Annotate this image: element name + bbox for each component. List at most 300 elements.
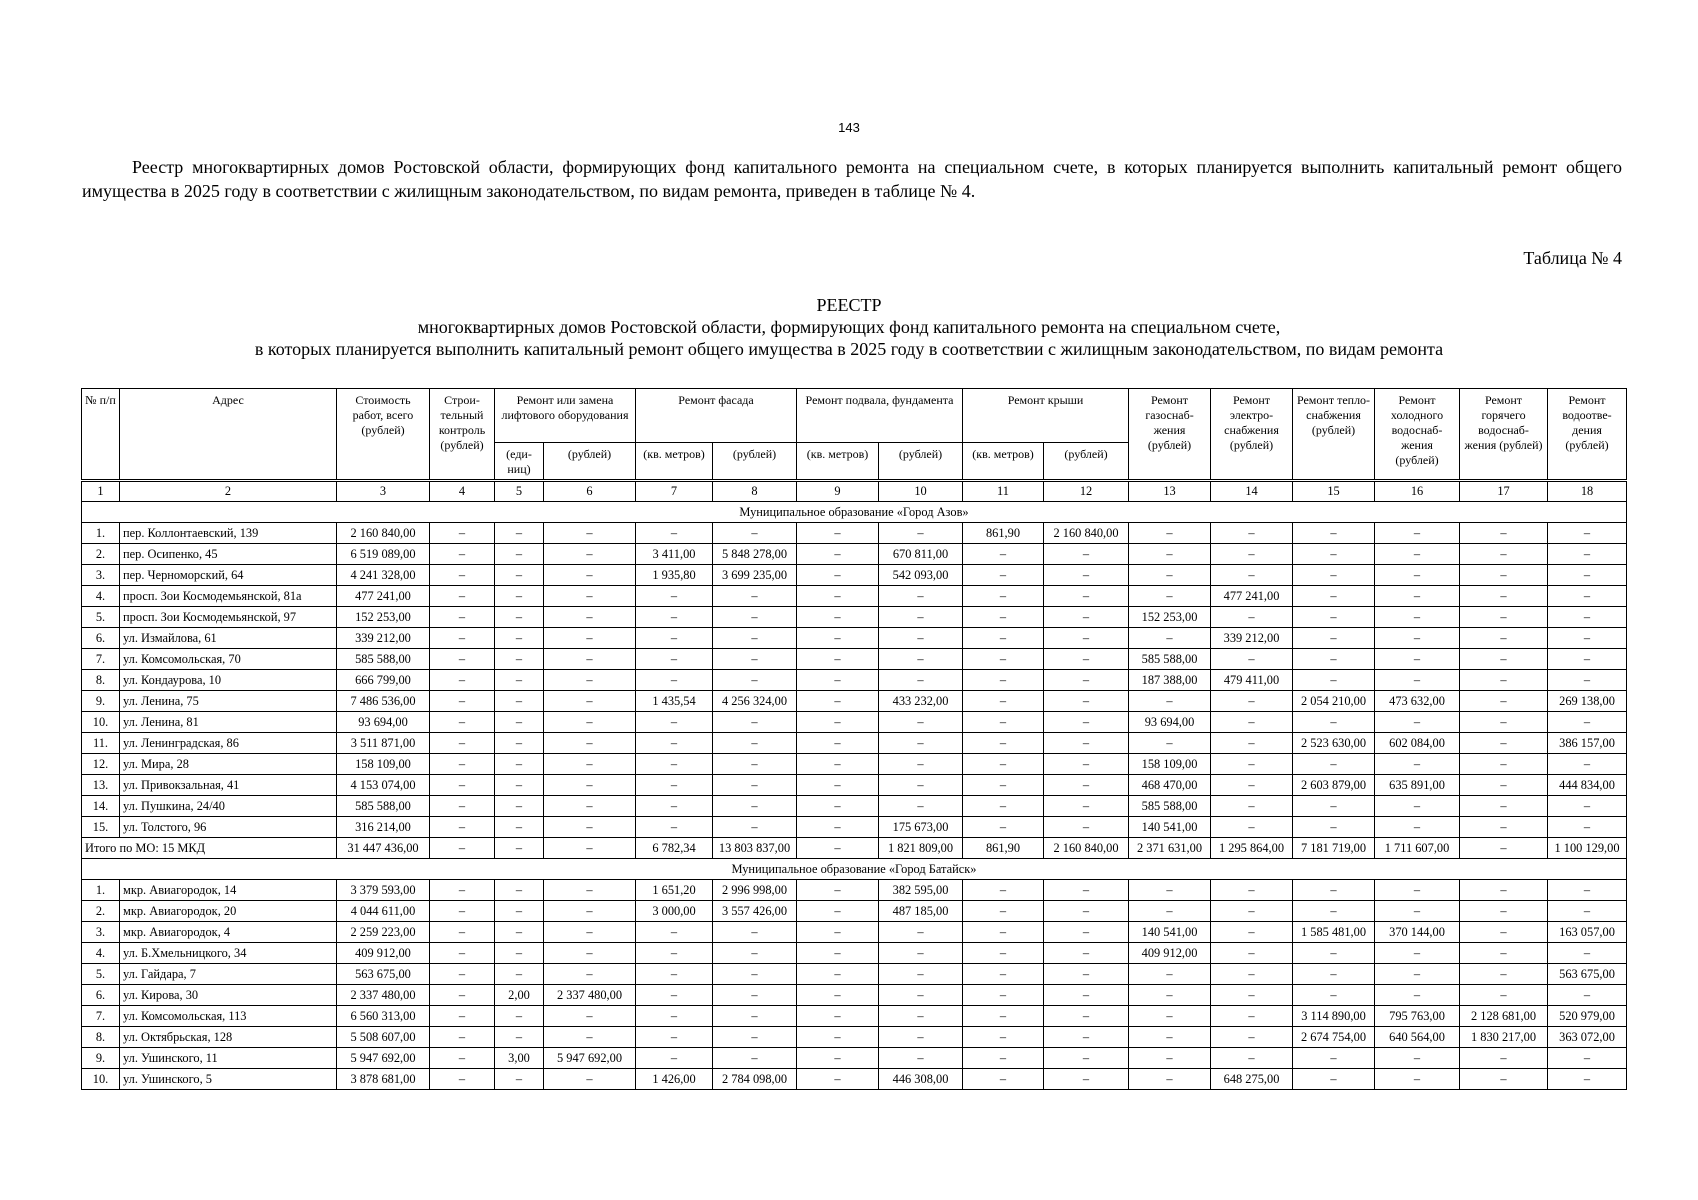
table-cell: – — [713, 523, 797, 544]
row-total-cost: 2 259 223,00 — [337, 922, 430, 943]
row-number: 10. — [82, 1069, 120, 1090]
header-roof: Ремонт крыши — [963, 389, 1129, 443]
header-address: Адрес — [120, 389, 337, 481]
table-cell: – — [879, 523, 963, 544]
table-cell: – — [1044, 691, 1129, 712]
row-address: ул. Пушкина, 24/40 — [120, 796, 337, 817]
column-number: 13 — [1129, 481, 1211, 502]
table-cell: 648 275,00 — [1211, 1069, 1293, 1090]
table-cell: – — [430, 733, 495, 754]
table-cell: – — [430, 922, 495, 943]
table-cell: 640 564,00 — [1375, 1027, 1460, 1048]
table-cell: – — [495, 544, 544, 565]
table-cell: – — [1211, 985, 1293, 1006]
table-cell: 477 241,00 — [1211, 586, 1293, 607]
table-cell: – — [1375, 607, 1460, 628]
table-row — [82, 586, 1627, 607]
total-cell: 7 181 719,00 — [1293, 838, 1375, 859]
row-address: ул. Привокзальная, 41 — [120, 775, 337, 796]
table-cell: – — [430, 691, 495, 712]
table-cell: – — [797, 649, 879, 670]
table-cell: – — [797, 523, 879, 544]
table-cell: – — [1211, 817, 1293, 838]
table-cell: – — [1548, 943, 1627, 964]
table-cell: – — [1460, 880, 1548, 901]
table-cell: – — [1375, 880, 1460, 901]
table-cell: – — [797, 1069, 879, 1090]
table-cell: – — [1129, 523, 1211, 544]
table-cell: – — [713, 1006, 797, 1027]
table-cell: – — [1460, 1069, 1548, 1090]
table-cell: – — [963, 943, 1044, 964]
table-cell: – — [713, 922, 797, 943]
header-basement-rub: (рублей) — [879, 443, 963, 481]
table-cell: – — [963, 1069, 1044, 1090]
table-cell: – — [963, 880, 1044, 901]
table-cell: – — [430, 985, 495, 1006]
table-cell: – — [713, 796, 797, 817]
table-cell: – — [1548, 586, 1627, 607]
table-cell: – — [713, 943, 797, 964]
row-address: ул. Ушинского, 11 — [120, 1048, 337, 1069]
table-cell: – — [1548, 985, 1627, 1006]
total-cell: – — [797, 838, 879, 859]
table-cell: – — [1548, 712, 1627, 733]
table-cell: 446 308,00 — [879, 1069, 963, 1090]
table-cell: – — [1548, 796, 1627, 817]
table-row — [82, 1027, 1627, 1048]
table-cell: 363 072,00 — [1548, 1027, 1627, 1048]
table-cell: – — [1211, 943, 1293, 964]
table-cell: 175 673,00 — [879, 817, 963, 838]
table-cell: – — [495, 691, 544, 712]
table-cell: 795 763,00 — [1375, 1006, 1460, 1027]
table-row — [82, 691, 1627, 712]
table-cell: – — [544, 1069, 636, 1090]
row-address: мкр. Авиагородок, 4 — [120, 922, 337, 943]
table-cell: 2 674 754,00 — [1293, 1027, 1375, 1048]
table-cell: – — [544, 565, 636, 586]
table-cell: – — [879, 985, 963, 1006]
table-row — [82, 943, 1627, 964]
table-cell: – — [430, 649, 495, 670]
table-cell: 269 138,00 — [1548, 691, 1627, 712]
table-cell: – — [430, 796, 495, 817]
table-cell: 3 114 890,00 — [1293, 1006, 1375, 1027]
table-cell: – — [1044, 712, 1129, 733]
table-cell: – — [797, 544, 879, 565]
table-cell: – — [1044, 1069, 1129, 1090]
row-total-cost: 158 109,00 — [337, 754, 430, 775]
table-cell: – — [430, 586, 495, 607]
table-cell: – — [1460, 586, 1548, 607]
table-cell: – — [636, 523, 713, 544]
table-cell: – — [495, 712, 544, 733]
row-address: просп. Зои Космодемьянской, 97 — [120, 607, 337, 628]
row-total-cost: 2 337 480,00 — [337, 985, 430, 1006]
table-cell: 487 185,00 — [879, 901, 963, 922]
intro-paragraph: Реестр многоквартирных домов Ростовской области, формирующих фонд капитального ремонта на специальном счете, в которых планируется выполнить капитальный ремонт общего имущества в 2025 году в соответствии с жилищным законодательством, по видам ремонта, приведен в таблице № 4. — [82, 157, 1622, 201]
table-cell: – — [1460, 628, 1548, 649]
table-cell: – — [495, 628, 544, 649]
table-cell: – — [963, 1027, 1044, 1048]
table-cell: – — [1460, 670, 1548, 691]
table-cell: – — [963, 964, 1044, 985]
table-cell: – — [713, 1048, 797, 1069]
table-cell: – — [1460, 901, 1548, 922]
row-number: 3. — [82, 565, 120, 586]
row-total-cost: 6 519 089,00 — [337, 544, 430, 565]
header-lift-rub: (рублей) — [544, 443, 636, 481]
table-cell: – — [1129, 964, 1211, 985]
table-cell: – — [430, 964, 495, 985]
table-cell: – — [430, 565, 495, 586]
table-cell: 158 109,00 — [1129, 754, 1211, 775]
table-cell: – — [1044, 544, 1129, 565]
header-hot-water: Ремонт горячего водоснаб-жения (рублей) — [1460, 389, 1548, 481]
table-row — [82, 565, 1627, 586]
row-number: 14. — [82, 796, 120, 817]
table-cell: – — [430, 523, 495, 544]
table-cell: – — [797, 565, 879, 586]
table-cell: – — [1044, 922, 1129, 943]
table-cell: – — [879, 712, 963, 733]
row-address: ул. Кондаурова, 10 — [120, 670, 337, 691]
table-row — [82, 1006, 1627, 1027]
table-cell: – — [797, 628, 879, 649]
row-total-cost: 93 694,00 — [337, 712, 430, 733]
table-row — [82, 1048, 1627, 1069]
row-total-cost: 3 379 593,00 — [337, 880, 430, 901]
table-cell: 2 523 630,00 — [1293, 733, 1375, 754]
table-cell: – — [1044, 649, 1129, 670]
table-cell: – — [1044, 901, 1129, 922]
table-cell: – — [636, 670, 713, 691]
row-address: ул. Ленина, 81 — [120, 712, 337, 733]
table-cell: – — [430, 901, 495, 922]
table-cell: – — [1460, 754, 1548, 775]
table-cell: 386 157,00 — [1548, 733, 1627, 754]
table-cell: – — [636, 754, 713, 775]
header-basement-m: (кв. метров) — [797, 443, 879, 481]
table-cell: 3 411,00 — [636, 544, 713, 565]
table-cell: 433 232,00 — [879, 691, 963, 712]
section-title: Муниципальное образование «Город Азов» — [82, 502, 1627, 523]
row-address: мкр. Авиагородок, 20 — [120, 901, 337, 922]
table-cell: – — [1548, 607, 1627, 628]
table-cell: – — [1375, 943, 1460, 964]
header-electric: Ремонт электро-снабжения (рублей) — [1211, 389, 1293, 481]
table-cell: – — [430, 1027, 495, 1048]
table-cell: – — [1375, 628, 1460, 649]
table-cell: 861,90 — [963, 523, 1044, 544]
table-cell: – — [797, 922, 879, 943]
table-cell: 542 093,00 — [879, 565, 963, 586]
table-cell: – — [636, 943, 713, 964]
table-cell: – — [544, 670, 636, 691]
table-cell: – — [1548, 628, 1627, 649]
total-cell: – — [544, 838, 636, 859]
row-address: пер. Черноморский, 64 — [120, 565, 337, 586]
total-cell: 1 100 129,00 — [1548, 838, 1627, 859]
table-cell: – — [1044, 880, 1129, 901]
table-cell: – — [1211, 544, 1293, 565]
table-cell: – — [1293, 901, 1375, 922]
column-number: 14 — [1211, 481, 1293, 502]
table-cell: – — [1129, 880, 1211, 901]
table-cell: – — [544, 607, 636, 628]
row-total-cost: 5 947 692,00 — [337, 1048, 430, 1069]
table-cell: – — [1211, 649, 1293, 670]
table-cell: – — [797, 586, 879, 607]
table-cell: 140 541,00 — [1129, 922, 1211, 943]
table-cell: – — [879, 670, 963, 691]
table-cell: – — [1211, 880, 1293, 901]
table-cell: – — [1293, 628, 1375, 649]
table-cell: – — [1211, 607, 1293, 628]
table-cell: – — [1293, 796, 1375, 817]
table-cell: – — [879, 922, 963, 943]
table-cell: – — [430, 670, 495, 691]
table-cell: – — [1460, 712, 1548, 733]
table-cell: – — [1044, 586, 1129, 607]
table-cell: – — [1293, 964, 1375, 985]
table-cell: 670 811,00 — [879, 544, 963, 565]
header-drainage: Ремонт водоотве-дения (рублей) — [1548, 389, 1627, 481]
table-cell: – — [879, 733, 963, 754]
table-row — [82, 901, 1627, 922]
table-cell: – — [430, 1006, 495, 1027]
row-total-cost: 4 241 328,00 — [337, 565, 430, 586]
table-cell: – — [544, 922, 636, 943]
row-address: ул. Толстого, 96 — [120, 817, 337, 838]
row-address: ул. Ушинского, 5 — [120, 1069, 337, 1090]
table-cell: – — [430, 544, 495, 565]
table-cell: – — [1211, 1006, 1293, 1027]
table-cell: – — [879, 796, 963, 817]
section-title: Муниципальное образование «Город Батайск» — [82, 859, 1627, 880]
row-total-cost: 3 511 871,00 — [337, 733, 430, 754]
table-cell: 473 632,00 — [1375, 691, 1460, 712]
row-number: 7. — [82, 1006, 120, 1027]
row-number: 2. — [82, 544, 120, 565]
table-cell: – — [1129, 1006, 1211, 1027]
row-address: ул. Кирова, 30 — [120, 985, 337, 1006]
table-cell: – — [1129, 985, 1211, 1006]
table-cell: 370 144,00 — [1375, 922, 1460, 943]
section-row — [82, 859, 1627, 880]
table-cell: – — [495, 607, 544, 628]
table-cell: – — [1044, 670, 1129, 691]
total-cell: 2 160 840,00 — [1044, 838, 1129, 859]
table-cell: – — [797, 796, 879, 817]
total-cell: 861,90 — [963, 838, 1044, 859]
table-cell: – — [544, 817, 636, 838]
table-cell: 563 675,00 — [1548, 964, 1627, 985]
total-cell: 2 371 631,00 — [1129, 838, 1211, 859]
row-total-cost: 316 214,00 — [337, 817, 430, 838]
column-number: 8 — [713, 481, 797, 502]
row-address: пер. Коллонтаевский, 139 — [120, 523, 337, 544]
table-cell: – — [1548, 817, 1627, 838]
table-cell: – — [1460, 649, 1548, 670]
table-cell: – — [1548, 670, 1627, 691]
table-cell: – — [1293, 754, 1375, 775]
table-cell: – — [1044, 1027, 1129, 1048]
row-total-cost: 563 675,00 — [337, 964, 430, 985]
row-total-cost: 4 153 074,00 — [337, 775, 430, 796]
table-cell: – — [1293, 985, 1375, 1006]
table-cell: – — [1129, 565, 1211, 586]
row-total-cost: 4 044 611,00 — [337, 901, 430, 922]
table-cell: 3 000,00 — [636, 901, 713, 922]
column-number: 18 — [1548, 481, 1627, 502]
table-cell: – — [1375, 1048, 1460, 1069]
table-cell: – — [713, 1027, 797, 1048]
row-total-cost: 339 212,00 — [337, 628, 430, 649]
table-row — [82, 670, 1627, 691]
total-cell: – — [1460, 838, 1548, 859]
table-cell: – — [963, 691, 1044, 712]
table-row — [82, 733, 1627, 754]
table-cell: – — [1375, 1069, 1460, 1090]
table-cell: – — [1460, 943, 1548, 964]
table-cell: – — [1548, 1069, 1627, 1090]
row-address: ул. Гайдара, 7 — [120, 964, 337, 985]
table-cell: – — [495, 901, 544, 922]
table-cell: – — [1211, 901, 1293, 922]
column-number: 12 — [1044, 481, 1129, 502]
row-number: 9. — [82, 691, 120, 712]
table-cell: – — [1460, 817, 1548, 838]
table-cell: – — [1293, 712, 1375, 733]
table-cell: 2 603 879,00 — [1293, 775, 1375, 796]
table-cell: – — [430, 943, 495, 964]
table-cell: – — [1211, 754, 1293, 775]
table-cell: – — [713, 628, 797, 649]
column-number: 2 — [120, 481, 337, 502]
table-cell: – — [636, 1006, 713, 1027]
row-number: 4. — [82, 943, 120, 964]
table-cell: 585 588,00 — [1129, 796, 1211, 817]
total-cell: 1 711 607,00 — [1375, 838, 1460, 859]
table-cell: – — [495, 964, 544, 985]
table-cell: – — [797, 964, 879, 985]
table-cell: 2,00 — [495, 985, 544, 1006]
table-cell: – — [1548, 565, 1627, 586]
table-cell: – — [544, 649, 636, 670]
table-row — [82, 649, 1627, 670]
table-cell: – — [495, 649, 544, 670]
column-number: 4 — [430, 481, 495, 502]
table-cell: – — [544, 1006, 636, 1027]
header-heat: Ремонт тепло-снабжения (рублей) — [1293, 389, 1375, 481]
table-cell: – — [544, 1027, 636, 1048]
table-cell: – — [430, 775, 495, 796]
column-number: 1 — [82, 481, 120, 502]
table-cell: – — [797, 670, 879, 691]
table-cell: – — [1375, 649, 1460, 670]
table-row — [82, 607, 1627, 628]
table-cell: – — [963, 607, 1044, 628]
table-cell: 444 834,00 — [1548, 775, 1627, 796]
table-row — [82, 544, 1627, 565]
table-cell: 3 699 235,00 — [713, 565, 797, 586]
table-cell: – — [544, 523, 636, 544]
header-gas: Ремонт газоснаб-жения (рублей) — [1129, 389, 1211, 481]
header-facade-m: (кв. метров) — [636, 443, 713, 481]
table-cell: – — [1375, 985, 1460, 1006]
table-cell: – — [1293, 586, 1375, 607]
table-cell: – — [1548, 880, 1627, 901]
table-cell: – — [879, 1027, 963, 1048]
table-cell: – — [430, 880, 495, 901]
header-lift-units: (еди-ниц) — [495, 443, 544, 481]
table-cell: 2 128 681,00 — [1460, 1006, 1548, 1027]
table-cell: – — [1044, 754, 1129, 775]
table-cell: – — [544, 733, 636, 754]
table-cell: – — [1375, 712, 1460, 733]
table-cell: – — [963, 922, 1044, 943]
table-label: Таблица № 4 — [1523, 248, 1622, 268]
table-cell: 2 337 480,00 — [544, 985, 636, 1006]
table-cell: – — [713, 670, 797, 691]
row-number: 1. — [82, 523, 120, 544]
total-cell: 1 821 809,00 — [879, 838, 963, 859]
table-cell: – — [1129, 733, 1211, 754]
table-cell: – — [1460, 523, 1548, 544]
row-address: ул. Ленина, 75 — [120, 691, 337, 712]
page-number: 143 — [838, 120, 860, 135]
table-cell: – — [797, 1027, 879, 1048]
row-total-cost: 409 912,00 — [337, 943, 430, 964]
registry-title-line2: многоквартирных домов Ростовской области, формирующих фонд капитального ремонта на специальном счете, — [417, 317, 1281, 337]
table-cell: – — [1129, 1048, 1211, 1069]
table-cell: – — [1548, 544, 1627, 565]
table-cell: – — [1375, 670, 1460, 691]
table-cell: – — [1044, 607, 1129, 628]
table-cell: – — [879, 943, 963, 964]
column-number: 6 — [544, 481, 636, 502]
table-row — [82, 628, 1627, 649]
table-cell: – — [1548, 649, 1627, 670]
table-cell: – — [1375, 544, 1460, 565]
table-cell: – — [495, 670, 544, 691]
table-cell: – — [636, 796, 713, 817]
table-cell: – — [495, 796, 544, 817]
table-cell: 2 054 210,00 — [1293, 691, 1375, 712]
table-cell: – — [544, 796, 636, 817]
row-number: 15. — [82, 817, 120, 838]
header-cold-water: Ремонт холодного водоснаб-жения (рублей) — [1375, 389, 1460, 481]
row-address: ул. Мира, 28 — [120, 754, 337, 775]
table-cell: – — [797, 775, 879, 796]
table-cell: – — [636, 733, 713, 754]
table-row — [82, 817, 1627, 838]
table-cell: 382 595,00 — [879, 880, 963, 901]
table-cell: – — [1548, 523, 1627, 544]
table-cell: 1 426,00 — [636, 1069, 713, 1090]
table-cell: – — [636, 1048, 713, 1069]
table-cell: – — [1293, 523, 1375, 544]
table-cell: 2 160 840,00 — [1044, 523, 1129, 544]
table-row — [82, 922, 1627, 943]
table-cell: – — [963, 628, 1044, 649]
header-control: Строи-тельный контроль (рублей) — [430, 389, 495, 481]
table-cell: – — [879, 1006, 963, 1027]
row-total-cost: 585 588,00 — [337, 796, 430, 817]
row-number: 4. — [82, 586, 120, 607]
